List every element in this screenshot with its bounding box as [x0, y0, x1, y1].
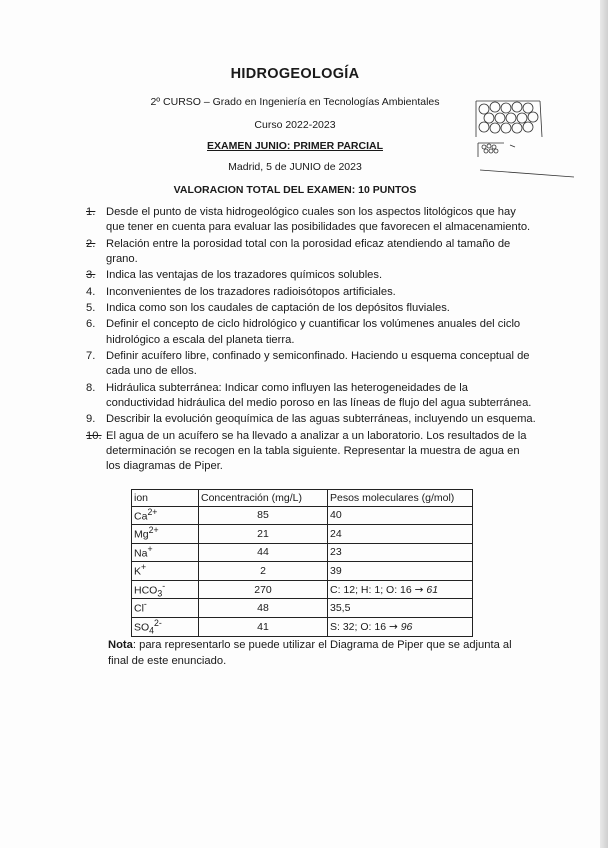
question-item	[86, 268, 536, 283]
concentration-cell: 270	[199, 580, 328, 599]
table-row	[132, 562, 473, 581]
question-number: 1.	[86, 206, 96, 218]
question-item	[86, 349, 536, 379]
question-text: Definir el concepto de ciclo hidrológico y cuantificar los volúmenes anuales del ciclo hidrológico a escala del planeta tierra.	[106, 318, 521, 346]
question-number: 6.	[86, 318, 96, 331]
question-text: Describir la evolución geoquímica de las aguas subterráneas, incluyendo un esquema.	[106, 413, 536, 426]
question-number: 4.	[86, 285, 96, 298]
ion-cell: Na+	[132, 543, 199, 562]
question-item	[86, 429, 536, 475]
table-row	[132, 599, 473, 618]
ion-data-table	[131, 489, 473, 637]
question-number: 8.	[86, 381, 96, 394]
degree-subtitle: 2º CURSO – Grado en Ingeniería en Tecnologías Ambientales	[150, 96, 440, 108]
ion-cell: $SO_4^{2-}$	[132, 618, 199, 637]
ion-cell: $HCO_3^-$	[132, 580, 199, 599]
molecular-weight-cell: 40	[328, 506, 473, 525]
concentration-cell: 48	[199, 599, 328, 618]
table-row	[132, 580, 473, 599]
table-header-row	[132, 490, 473, 507]
exam-total-score: VALORACION TOTAL DEL EXAMEN: 10 PUNTOS	[173, 184, 417, 196]
footnote	[108, 638, 528, 669]
table-row	[132, 506, 473, 525]
handwritten-arrow-icon: →	[414, 583, 424, 596]
molecular-weight-cell: 23	[328, 543, 473, 562]
column-header-concentration: Concentración (mg/L)	[199, 490, 328, 507]
question-item	[86, 412, 536, 427]
question-number: 5.	[86, 301, 96, 314]
course-year: Curso 2022-2023	[254, 119, 336, 131]
page-edge-shadow	[600, 0, 608, 848]
handwritten-note: 61	[426, 583, 439, 596]
pore-sketch-drawing	[470, 95, 580, 185]
ion-cell: $Ca^{2+}$	[132, 506, 199, 525]
question-number: 7.	[86, 349, 96, 362]
molecular-weight-cell: 35,5	[328, 599, 473, 618]
question-text: Indica las ventajas de los trazadores químicos solubles.	[106, 269, 383, 282]
molecular-weight-cell: 24	[328, 525, 473, 544]
question-text: Inconvenientes de los trazadores radioisótopos artificiales.	[106, 285, 396, 298]
column-header-molecular-weight: Pesos moleculares (g/mol)	[328, 490, 473, 507]
question-text: Indica como son los caudales de captación de los depósitos fluviales.	[106, 301, 450, 314]
question-item	[86, 381, 536, 411]
exam-date: Madrid, 5 de JUNIO de 2023	[228, 161, 362, 173]
question-number: 9.	[86, 413, 96, 426]
question-item	[86, 317, 536, 347]
question-item	[86, 285, 536, 300]
molecular-weight-cell: C: 12; H: 1; O: 16 → 61	[328, 580, 473, 599]
question-number: 3.	[86, 269, 96, 282]
handwritten-arrow-icon: →	[388, 620, 398, 633]
question-text: Hidráulica subterránea: Indicar como influyen las heterogeneidades de la conductividad hidráulica del medio poroso en las líneas de flujo del agua subterránea.	[106, 381, 532, 409]
concentration-cell: 41	[199, 618, 328, 637]
handwritten-note: 96	[400, 620, 413, 633]
concentration-cell: 44	[199, 543, 328, 562]
table-row	[132, 543, 473, 562]
table-row	[132, 618, 473, 637]
question-text: Relación entre la porosidad total con la porosidad eficaz atendiendo al tamaño de grano.	[106, 237, 511, 265]
question-text: El agua de un acuífero se ha llevado a analizar a un laboratorio. Los resultados de la determinación se recogen en la tabla siguiente. Representar la muestra de agua en los diagramas de Piper.	[106, 429, 527, 472]
question-text: Desde el punto de vista hidrogeológico cuales son los aspectos litológicos que hay que tener en cuenta para evaluar las posibilidades que favorecen el almacenamiento.	[106, 206, 531, 234]
question-list	[86, 205, 536, 475]
question-number: 2.	[86, 237, 96, 250]
question-item	[86, 205, 536, 235]
molecular-weight-cell: S: 32; O: 16 → 96	[328, 618, 473, 637]
table-row	[132, 525, 473, 544]
ion-cell: $Mg^{2+}$	[132, 525, 199, 544]
question-text: Definir acuífero libre, confinado y semiconfinado. Haciendo u esquema conceptual de cada uno de ellos.	[106, 349, 530, 378]
molecular-weight-cell: 39	[328, 562, 473, 581]
note-text: : para representarlo se puede utilizar el Diagrama de Piper que se adjunta al final de este enunciado.	[108, 639, 512, 667]
question-item	[86, 301, 536, 316]
concentration-cell: 85	[199, 506, 328, 525]
ion-cell: K+	[132, 562, 199, 581]
question-item	[86, 237, 536, 267]
column-header-ion: ion	[132, 490, 199, 507]
concentration-cell: 21	[199, 525, 328, 544]
note-label: Nota	[108, 639, 133, 651]
ion-cell: Cl-	[132, 599, 199, 618]
question-number: 10.	[86, 429, 102, 442]
page-title: HIDROGEOLOGÍA	[230, 66, 360, 82]
concentration-cell: 2	[199, 562, 328, 581]
exam-name: EXAMEN JUNIO: PRIMER PARCIAL	[207, 140, 383, 152]
